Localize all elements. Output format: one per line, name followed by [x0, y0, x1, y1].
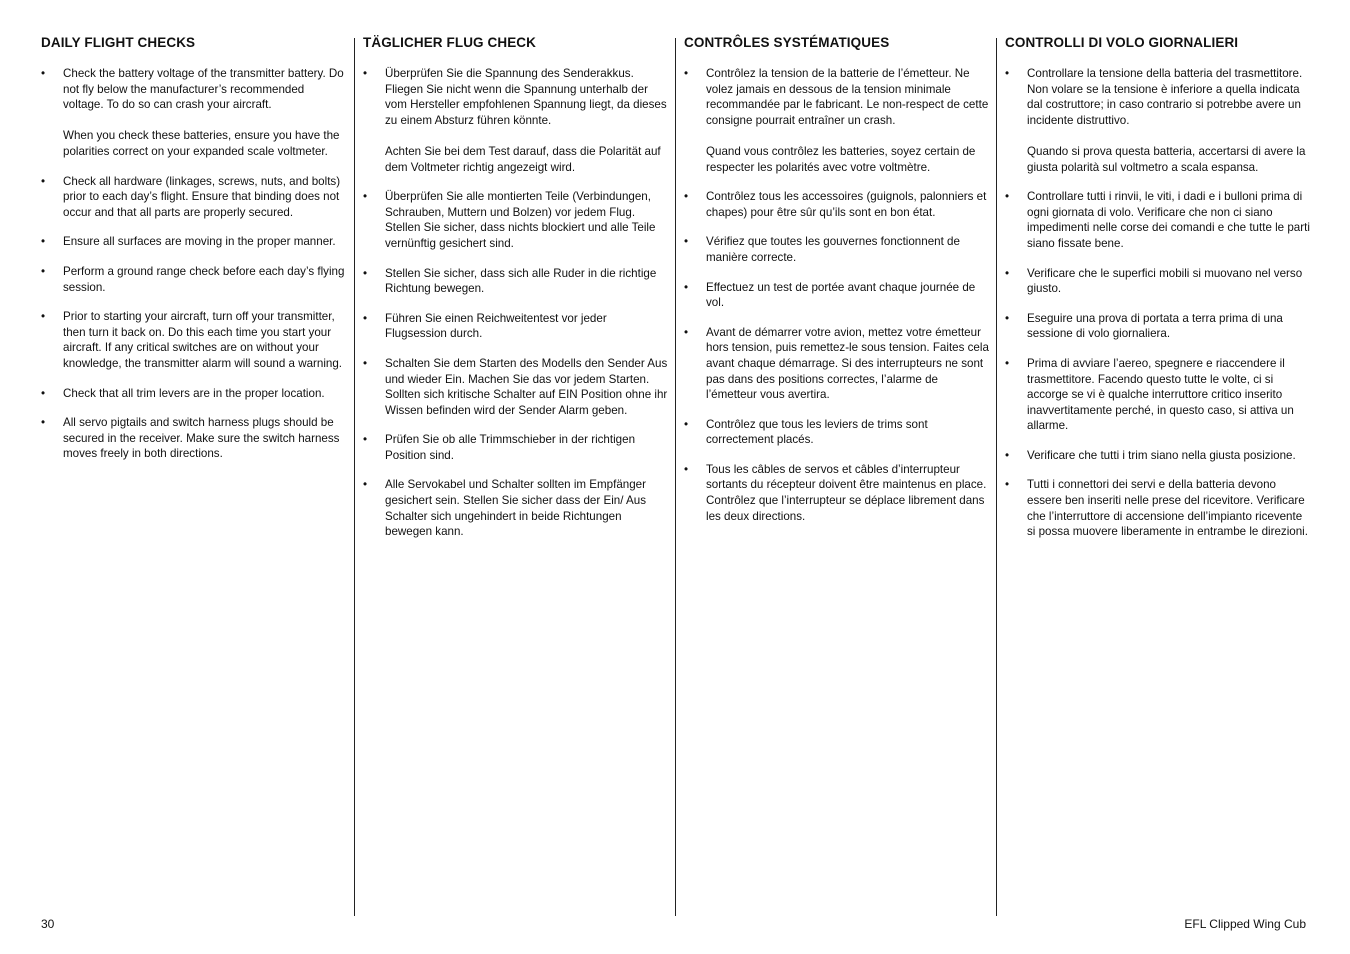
checklist-item — [1005, 266, 1311, 297]
checklist-item — [363, 66, 669, 175]
bullet-marker: • — [1005, 448, 1010, 462]
bullet-marker: • — [1005, 478, 1010, 492]
column-italian — [1005, 34, 1311, 554]
section-heading: TÄGLICHER FLUG CHECK — [363, 35, 536, 50]
item-text: Eseguire una prova di portata a terra prima di una sessione di volo giornaliera. — [1027, 311, 1283, 341]
bullet-marker: • — [684, 462, 689, 476]
column-french — [684, 34, 990, 538]
section-heading: CONTRÔLES SYSTÉMATIQUES — [684, 35, 890, 50]
bullet-marker: • — [41, 264, 46, 278]
checklist-item — [684, 280, 990, 311]
bullet-marker: • — [1005, 190, 1010, 204]
checklist-item — [41, 66, 347, 160]
checklist-item — [41, 234, 347, 250]
checklist-item — [1005, 448, 1311, 464]
item-text: All servo pigtails and switch harness plugs should be secured in the receiver. Make sure the switch harness moves freely in both directions. — [63, 416, 340, 461]
checklist-item — [684, 234, 990, 265]
item-text: Schalten Sie dem Starten des Modells den Sender Aus und wieder Ein. Machen Sie das vor jedem Starten. Sollten sich kritische Schalter auf EIN Position ohne ihr Wissen befinden wird der Sender Alarm geben. — [385, 356, 668, 417]
bullet-marker: • — [1005, 67, 1010, 80]
item-text: Achten Sie bei dem Test darauf, dass die Polarität auf dem Voltmeter richtig angezeigt wird. — [385, 144, 661, 174]
bullet-marker: • — [41, 67, 46, 80]
item-text: Check the battery voltage of the transmitter battery. Do not fly below the manufacturer’s recommended voltage. To do so can crash your aircraft. — [63, 67, 344, 112]
bullet-marker: • — [363, 311, 368, 325]
page-number: 30 — [41, 917, 55, 931]
section-heading: DAILY FLIGHT CHECKS — [41, 35, 196, 50]
bullet-marker: • — [363, 266, 368, 280]
item-text: Prima di avviare l’aereo, spegnere e riaccendere il trasmettitore. Facendo questo tutte le volte, ci si accorge se vi è qualche interruttore critico inserito inavvertitamente perché, in questo caso, si attiva un allarme. — [1027, 356, 1294, 433]
item-text: Prüfen Sie ob alle Trimmschieber in der richtigen Position sind. — [385, 433, 636, 462]
item-text: Tutti i connettori dei servi e della batteria devono essere ben inseriti nelle prese del ricevitore. Verificare che l’interruttore di accensione dell’impianto ricevente si possa muovere liberamente in entrambe le direzioni. — [1027, 478, 1308, 539]
checklist — [363, 66, 669, 540]
bullet-marker: • — [684, 67, 689, 80]
bullet-marker: • — [684, 280, 689, 294]
bullet-marker: • — [41, 386, 46, 400]
checklist-item — [1005, 66, 1311, 175]
checklist-item — [1005, 356, 1311, 434]
item-text: Führen Sie einen Reichweitentest vor jeder Flugsession durch. — [385, 311, 607, 341]
column-german — [363, 34, 669, 554]
bullet-marker: • — [363, 356, 368, 370]
checklist-item — [684, 325, 990, 403]
checklist-item — [363, 189, 669, 251]
checklist-item — [684, 189, 990, 220]
item-text: Effectuez un test de portée avant chaque journée de vol. — [706, 280, 976, 310]
item-text: Verificare che tutti i trim siano nella giusta posizione. — [1027, 448, 1296, 462]
bullet-marker: • — [684, 325, 689, 339]
checklist-item — [41, 264, 347, 295]
checklist-item — [684, 462, 990, 524]
checklist-item — [1005, 189, 1311, 251]
checklist-item — [1005, 477, 1311, 539]
checklist-item — [41, 309, 347, 371]
column-english — [41, 34, 347, 476]
item-text: Überprüfen Sie alle montierten Teile (Verbindungen, Schrauben, Muttern und Bolzen) vor jedem Flug. Stellen Sie sicher, dass nichts blockiert und alle Teile vernünftig gesichert sind. — [385, 190, 656, 250]
checklist-item — [363, 356, 669, 418]
checklist-item — [41, 386, 347, 402]
item-text: Contrôlez la tension de la batterie de l’émetteur. Ne volez jamais en dessous de la tension minimale recommandée par le fabricant. Le non-respect de cette consigne pourrait entraîner un crash. — [706, 67, 989, 127]
item-text: Quando si prova questa batteria, accertarsi di avere la giusta polarità sul voltmetro a scala espansa. — [1027, 144, 1306, 174]
item-text: Stellen Sie sicher, dass sich alle Ruder in die richtige Richtung bewegen. — [385, 266, 657, 296]
bullet-marker: • — [41, 174, 46, 188]
item-text: Check all hardware (linkages, screws, nuts, and bolts) prior to each day’s flight. Ensure that binding does not occur and that all parts are properly secured. — [63, 174, 341, 219]
bullet-marker: • — [1005, 356, 1010, 370]
item-text: Contrôlez que tous les leviers de trims sont correctement placés. — [706, 417, 928, 447]
section-heading: CONTROLLI DI VOLO GIORNALIERI — [1005, 35, 1239, 50]
bullet-marker: • — [363, 478, 368, 492]
item-text: Prior to starting your aircraft, turn off your transmitter, then turn it back on. Do this each time you start your aircraft. If any critical switches are on without your knowledge, the transmitter alarm will sound a warning. — [63, 310, 343, 370]
checklist-item — [363, 311, 669, 342]
bullet-marker: • — [684, 190, 689, 204]
item-text: Controllare tutti i rinvii, le viti, i dadi e i bulloni prima di ogni giornata di volo. Verificare che non ci siano impedimenti nelle corse dei comandi e che tutte le parti siano fissate bene. — [1027, 190, 1310, 250]
item-text: When you check these batteries, ensure you have the polarities correct on your expanded scale voltmeter. — [63, 129, 340, 158]
item-text: Ensure all surfaces are moving in the proper manner. — [63, 235, 336, 249]
checklist-item — [1005, 311, 1311, 342]
checklist — [684, 66, 990, 524]
bullet-marker: • — [41, 235, 46, 249]
checklist-item — [41, 174, 347, 221]
bullet-marker: • — [363, 67, 368, 80]
checklist-item — [684, 66, 990, 175]
bullet-marker: • — [1005, 266, 1010, 280]
item-text: Vérifiez que toutes les gouvernes fonctionnent de manière correcte. — [706, 235, 960, 264]
checklist-item — [363, 266, 669, 297]
bullet-marker: • — [41, 310, 46, 324]
checklist-item — [41, 415, 347, 462]
bullet-marker: • — [1005, 311, 1010, 325]
item-text: Contrôlez tous les accessoires (guignols, palonniers et chapes) pour être sûr qu’ils sont en bon état. — [706, 190, 987, 219]
item-text: Quand vous contrôlez les batteries, soyez certain de respecter les polarités avec votre voltmètre. — [706, 144, 976, 174]
item-text: Controllare la tensione della batteria del trasmettitore. Non volare se la tensione è inferiore a quella indicata dal costruttore; in caso contrario si potrebbe avere un incidente distruttivo. — [1027, 67, 1303, 127]
column-divider — [354, 38, 355, 916]
item-text: Tous les câbles de servos et câbles d’interrupteur sortants du récepteur doivent être maintenus en place. Contrôlez que l’interrupteur se déplace librement dans les deux directions. — [706, 462, 987, 523]
item-text: Check that all trim levers are in the proper location. — [63, 386, 325, 400]
item-text: Alle Servokabel und Schalter sollten im Empfänger gesichert sein. Stellen Sie sicher dass der Ein/ Aus Schalter sich ungehindert in beide Richtungen bewegen kann. — [385, 478, 646, 539]
checklist — [1005, 66, 1311, 540]
bullet-marker: • — [363, 190, 368, 204]
checklist-item — [684, 417, 990, 448]
bullet-marker: • — [684, 235, 689, 249]
item-text: Überprüfen Sie die Spannung des Senderakkus. Fliegen Sie nicht wenn die Spannung unterhalb der vom Hersteller empfohlenen Spannung liegt, da dieses zu einem Absturz führen könnte. — [385, 67, 667, 127]
item-text: Avant de démarrer votre avion, mettez votre émetteur hors tension, puis remettez-le sous tension. Faites cela avant chaque démarrage. Si des interrupteurs ne sont pas dans des positions correctes, l’alarme de l’émetteur vous avertira. — [706, 325, 989, 402]
checklist-item — [363, 477, 669, 539]
item-text: Perform a ground range check before each day’s flying session. — [63, 264, 345, 294]
item-text: Verificare che le superfici mobili si muovano nel verso giusto. — [1027, 266, 1303, 296]
column-divider — [996, 38, 997, 916]
product-name: EFL Clipped Wing Cub — [1184, 917, 1306, 931]
checklist-item — [363, 432, 669, 463]
column-divider — [675, 38, 676, 916]
bullet-marker: • — [363, 433, 368, 447]
bullet-marker: • — [41, 416, 46, 430]
bullet-marker: • — [684, 417, 689, 431]
checklist — [41, 66, 347, 462]
